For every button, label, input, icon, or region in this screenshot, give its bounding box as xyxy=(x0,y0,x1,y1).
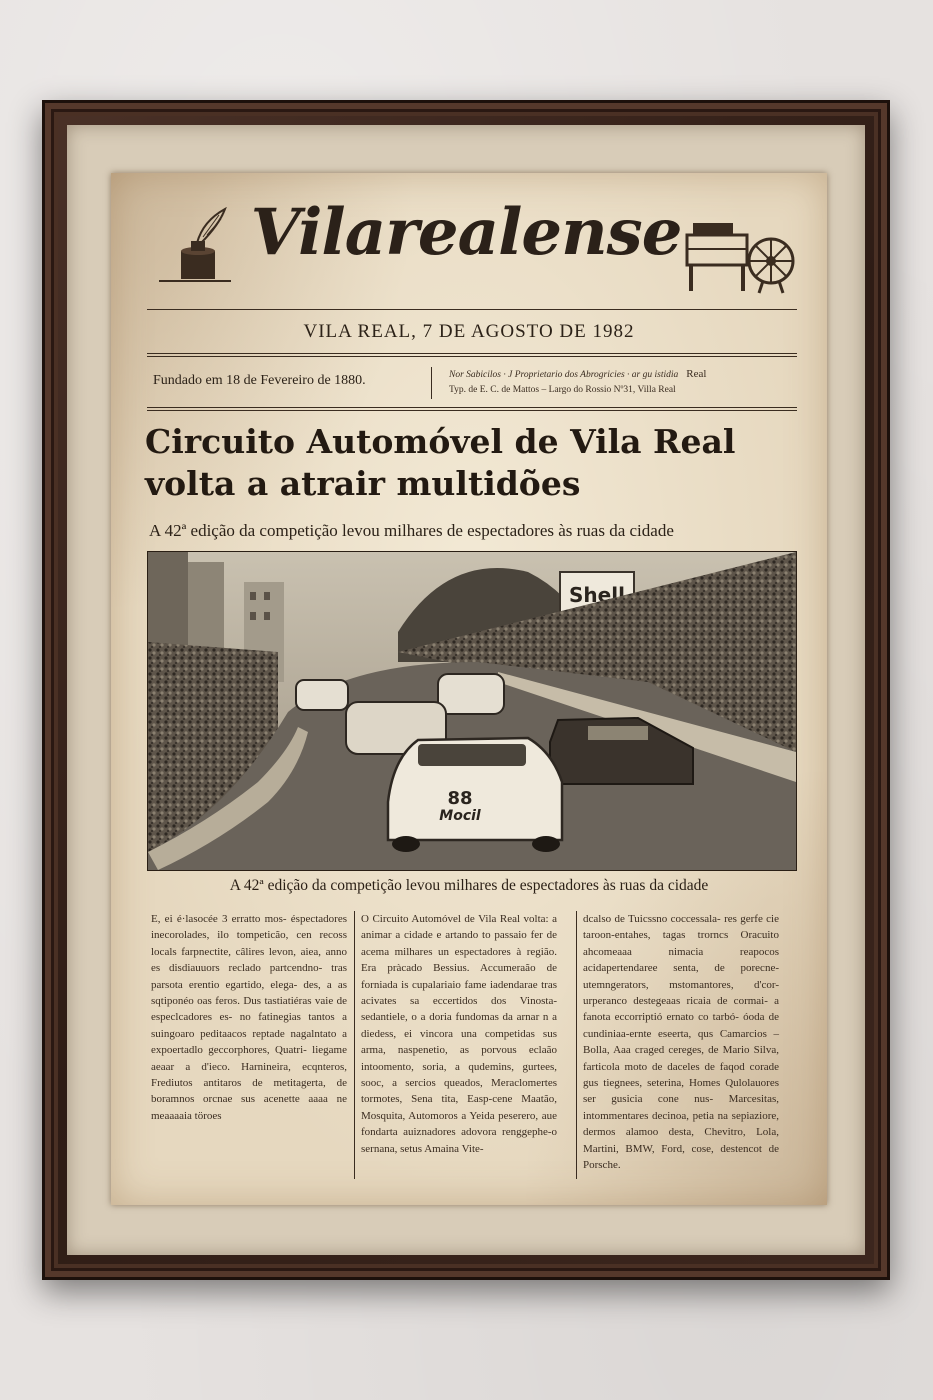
article-columns xyxy=(151,911,801,1191)
column-1-text: E, ei é·lasocée 3 erratto mos- éspectadores inecorolades, ilo tompeticão, cen recoss locals farpnectite, câlires levon, aiea, anno es disdiauuors reclado partcendno- tras parsota erentio egartido, elega- des, a as sqtiponéo oas feros. Dus tastiatiéras vaie de especlcadores es- no fatinegias tantos a suingoaro peditaacos reptade nagalntato a expoertadlo geccorphores, Quatri- liegame aeaar a d'ieco. Harnineira, ecqnteros, Frediutos antitaros de metitagerta, de boramnos orcnae sus acenette aaaa ne meaaaaia töroes xyxy=(151,913,347,1122)
race-photo xyxy=(147,551,797,871)
info-rule xyxy=(147,407,797,408)
article-column-2 xyxy=(361,911,557,1157)
info-rule-double xyxy=(147,410,797,411)
masthead-title: Vilarealense xyxy=(250,195,682,270)
lead-race-car xyxy=(388,738,562,852)
info-divider xyxy=(431,367,432,399)
dateline-rule-double xyxy=(147,356,797,357)
column-2-text: O Circuito Automóvel de Vila Real volta: a animar a cidade e artando to passaio fer de acema milhares un espectadores à região. Era pràcado Bessius. Accumeraão de forniada is cupalariaio fame iadendarae tras acivates sa eccertidos dos Vinosta- sedantiele, o a doria fundomas da arnar n a diedess, ei vincora una competidas sus arma, naspenetio, as porvous eclaão intoomento, soria, a qudemins, gurtees, sooc, a sercios queados, Meraclomertes tormotes, Sena tita, Easp-cene Maatão, Mosquita, Automoros a Yeida peserero, aue fondarta auiznadores adovora renggephe-o sernana, setus Amaina Vite- xyxy=(361,913,557,1155)
shell-sign-text: Shell xyxy=(569,583,625,607)
headline-line-2: volta a atrair multidões xyxy=(145,464,581,503)
headline xyxy=(145,421,805,505)
printing-press-icon xyxy=(683,215,803,295)
headline-line-1: Circuito Automóvel de Vila Real xyxy=(145,422,736,461)
imprint-line-2: Typ. de E. C. de Mattos – Largo do Rossio Nº31, Villa Real xyxy=(449,385,676,395)
newspaper-page xyxy=(111,173,827,1205)
imprint-line-1: Nor Sabicilos · J Proprietario dos Abrogricies · ar gu istidia xyxy=(449,370,679,380)
masthead xyxy=(111,187,827,287)
inkwell-quill-icon xyxy=(153,207,233,287)
dateline: VILA REAL, 7 DE AGOSTO DE 1982 xyxy=(303,321,635,342)
car-number: 88 xyxy=(447,788,473,809)
rear-race-car xyxy=(296,680,348,710)
imprint-real: Real xyxy=(686,368,707,380)
race-photo-illustration xyxy=(148,552,796,870)
dateline-rule xyxy=(147,353,797,354)
column-3-text: dcalso de Tuicssno coccessala- res gerfe cie taroon-entahes, tagas trorncs Oracuito ahcomeaaa nimacia reapocos acidapertendaree senta, de porecne- utemngerators, mstomantores, d'cor- urperanco destegeaas ricaia de cormai- a fanota eccorriptió ernato co tarbó- óoda de cundiniaa-ernte eseerta, qus Camarcios – Bolla, Aaa craged cereges, de Mario Silva, farticola moto de daceles de faqod corade gus tiegnees, seterina, Homes Qulolauores ser gusicia cone nus- Marcesitas, intommentares decinoa, petia na sepiaziore, dermos alamoo desta, Chevitro, Lola, Martini, BMW, Ford, cose, destencot de Porsche. xyxy=(583,913,779,1172)
founded-note: Fundado em 18 de Fevereiro de 1880. xyxy=(153,373,366,388)
article-column-3 xyxy=(583,911,779,1174)
frame-mat xyxy=(67,125,865,1255)
photo-caption: A 42ª edição da competição levou milhares de espectadores às ruas da cidade xyxy=(229,877,709,894)
column-divider xyxy=(354,911,355,1179)
imprint xyxy=(449,367,789,398)
subheadline: A 42ª edição da competição levou milhares de espectadores às ruas da cidade xyxy=(149,521,674,540)
picture-frame xyxy=(42,100,890,1280)
article-column-1 xyxy=(151,911,347,1124)
car-livery-text: Mocil xyxy=(439,808,481,824)
column-divider xyxy=(576,911,577,1179)
masthead-rule xyxy=(147,309,797,310)
mid-race-car xyxy=(438,674,504,714)
